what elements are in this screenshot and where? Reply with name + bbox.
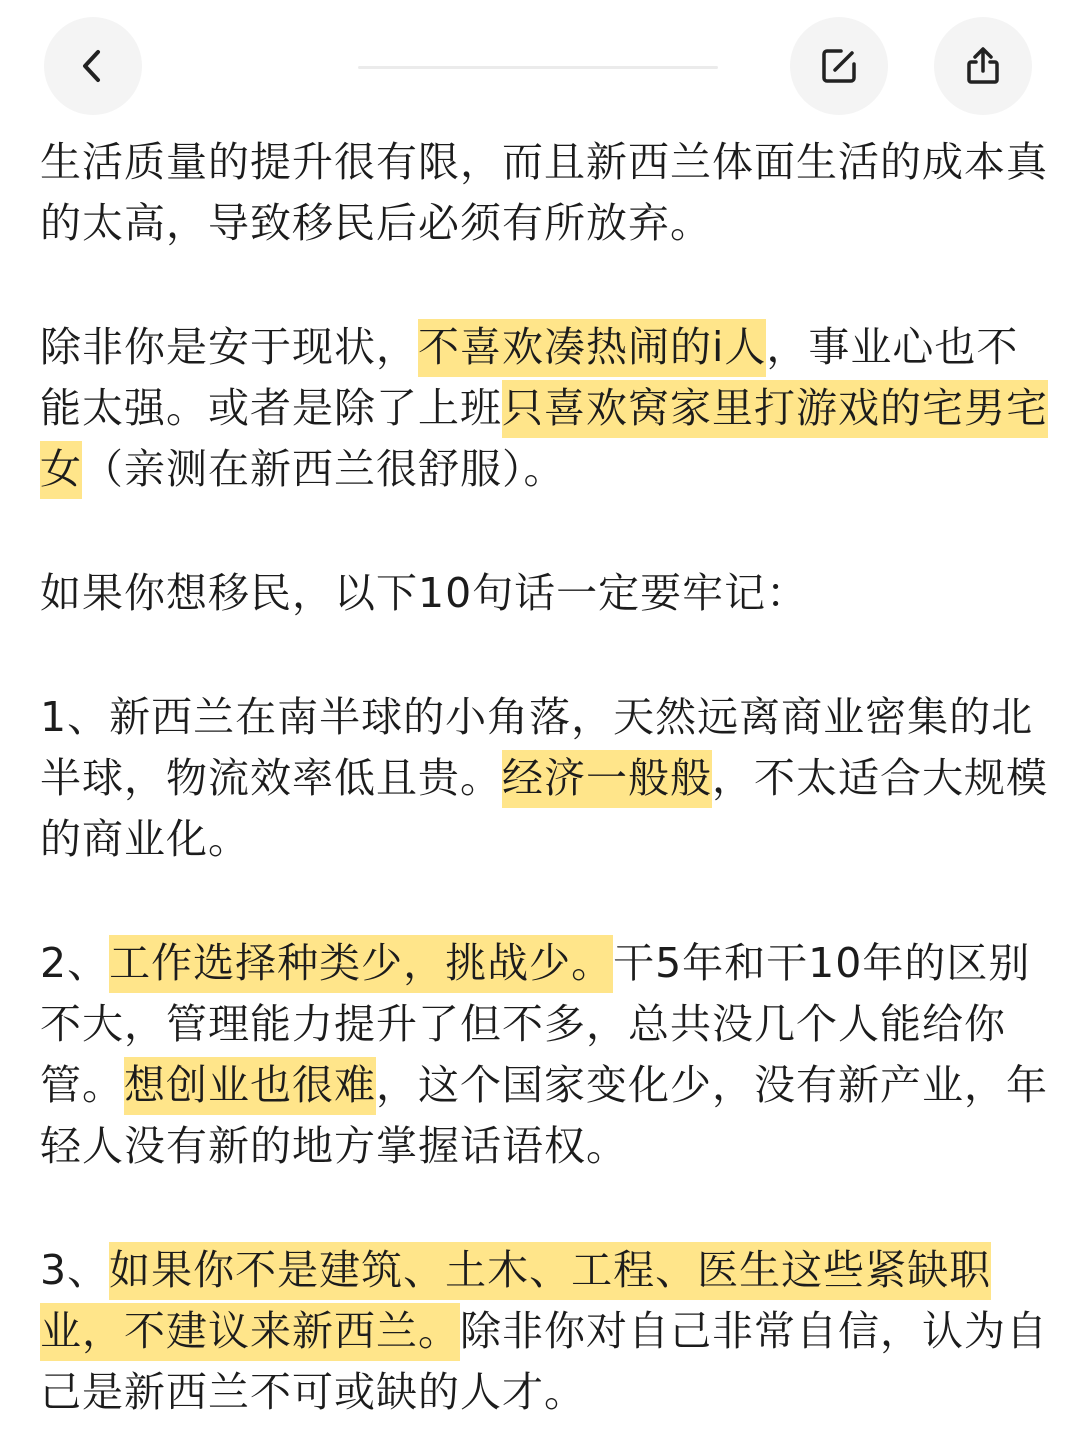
paragraph <box>40 132 1050 254</box>
paragraph-gap <box>40 254 1050 317</box>
share-icon <box>961 44 1005 88</box>
paragraph-gap <box>40 870 1050 933</box>
paragraph <box>40 317 1050 500</box>
text-segment: 除非你对自己非常自信，认为自己是新西兰不可或缺的人才。 <box>40 1307 1048 1416</box>
highlighted-text: 经济一般般 <box>502 750 712 808</box>
back-button[interactable] <box>44 17 142 115</box>
text-segment: 3、 <box>40 1246 110 1294</box>
text-segment: ，这个国家变化少，没有新产业，年轻人没有新的地方掌握话语权。 <box>40 1061 1048 1170</box>
highlighted-text: 想创业也很难 <box>124 1057 376 1115</box>
top-toolbar <box>0 0 1080 130</box>
paragraph <box>40 933 1050 1177</box>
article-body <box>40 132 1050 1423</box>
highlighted-text: 不喜欢凑热闹的i人 <box>418 319 766 377</box>
text-segment: （亲测在新西兰很舒服）。 <box>82 445 566 493</box>
paragraph-gap <box>40 624 1050 687</box>
text-segment: 生活质量的提升很有限，而且新西兰体面生活的成本真的太高，导致移民后必须有所放弃。 <box>40 138 1048 247</box>
text-segment: 如果你想移民，以下10句话一定要牢记： <box>40 569 809 617</box>
paragraph <box>40 687 1050 870</box>
scroll-indicator <box>358 66 718 69</box>
edit-button[interactable] <box>790 17 888 115</box>
text-segment: ，事业心也不能太强。或者是除了上班 <box>40 323 1019 432</box>
highlighted-text: 工作选择种类少，挑战少。 <box>109 935 613 993</box>
paragraph <box>40 1240 1050 1423</box>
text-segment: 除非你是安于现状， <box>40 323 418 371</box>
highlighted-text: 如果你不是建筑、土木、工程、医生这些紧缺职业，不建议来新西兰。 <box>40 1242 991 1361</box>
paragraph <box>40 563 1050 624</box>
paragraph-gap <box>40 500 1050 563</box>
edit-note-icon <box>817 44 861 88</box>
chevron-left-icon <box>73 46 113 86</box>
paragraph-gap <box>40 1177 1050 1240</box>
text-segment: 1、新西兰在南半球的小角落，天然远离商业密集的北半球，物流效率低且贵。 <box>40 693 1034 802</box>
highlighted-text: 只喜欢窝家里打游戏的宅男宅女 <box>40 380 1048 499</box>
share-button[interactable] <box>934 17 1032 115</box>
text-segment: ，不太适合大规模的商业化。 <box>40 754 1048 863</box>
text-segment: 干5年和干10年的区别不大，管理能力提升了但不多，总共没几个人能给你管。 <box>40 939 1031 1109</box>
text-segment: 2、 <box>40 939 110 987</box>
